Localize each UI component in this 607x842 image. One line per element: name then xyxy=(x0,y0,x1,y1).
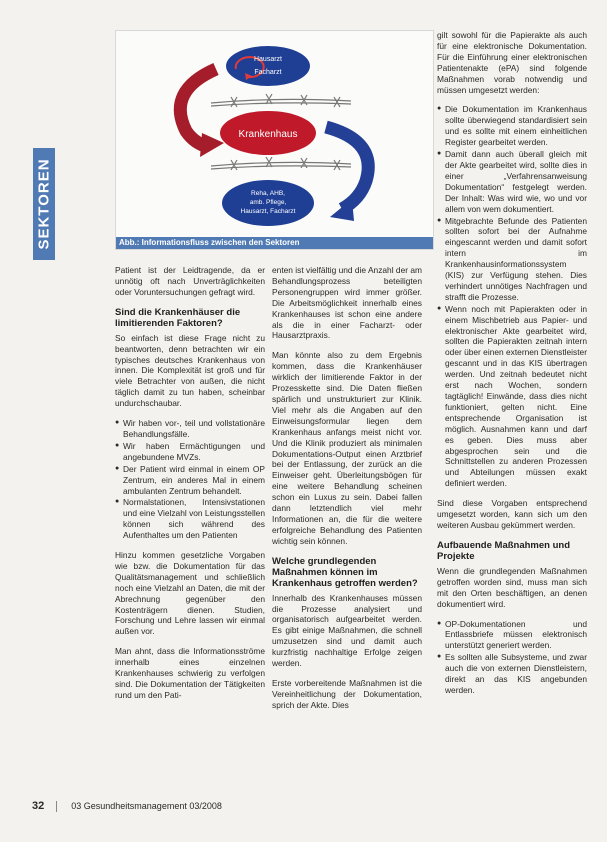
paragraph: Man ahnt, dass die Informationsströme innerhalb eines einzelnen Krankenhauses schwierig zu verfolgen sind. Die Dokumentation der Tätigkeiten rund um den Pati- xyxy=(115,646,265,700)
column-2 xyxy=(272,265,422,720)
paragraph: Hinzu kommen gesetzliche Vorgaben wie bzw. die Dokumentation für das Qualitätsmanagement und schließlich noch eine Vielzahl an Daten, die mit der Abrechnung gegenüber den Kostenträgern dienen. Studien, Forschung und Lehre lassen wir einmal außen vor. xyxy=(115,550,265,637)
bottom-oval-label-2: amb. Pflege, xyxy=(249,199,287,206)
flow-diagram xyxy=(116,31,433,237)
list-item: ● Es sollten alle Subsysteme, und zwar auch die von externen Dienstleistern, direkt an das KIS angebunden werden. xyxy=(437,652,587,696)
paragraph: So einfach ist diese Frage nicht zu beantworten, denn betrachten wir ein typisches deutsches Krankenhaus von innen. Die Komplexität ist groß und für viele Betrachter von außen, die nicht täglich damit zu tun haben, scheinbar undurchschaubar. xyxy=(115,332,265,409)
list-item: ● OP-Dokumentationen und Entlassbriefe müssen elektronisch unterstützt generiert werden. xyxy=(437,619,587,652)
paragraph: Erste vorbereitende Maßnahmen ist die Vereinheitlichung der Dokumentation, sprich der Akte. Dies xyxy=(272,678,422,710)
column-3 xyxy=(437,30,587,705)
section-tab xyxy=(33,148,55,260)
figure-caption: Abb.: Informationsfluss zwischen den Sektoren xyxy=(116,237,433,249)
bullet-list xyxy=(437,619,587,696)
paragraph: Wenn die grundlegenden Maßnahmen getroffen worden sind, muss man sich mit den Orten beschäftigen, an denen dokumentiert wird. xyxy=(437,565,587,609)
bottom-oval-label-3: Hausarzt, Facharzt xyxy=(240,208,296,215)
list-item: ● Wir haben Ermächtigungen und angebundene MVZs. xyxy=(115,441,265,463)
publication-name: 03 Gesundheitsmanagement 03/2008 xyxy=(71,801,222,811)
outflow-arrow xyxy=(326,127,368,209)
list-item: ● Die Dokumentation im Krankenhaus sollte überwiegend standardisiert sein und es sollte mit einem einheitlichen Register gearbeitet werden. xyxy=(437,104,587,148)
page-number: 32 xyxy=(32,800,45,812)
paragraph: Man könnte also zu dem Ergebnis kommen, dass die Krankenhäuser wirklich der limitierende Faktor in der Prozesskette sind. Die Daten fließen spärlich und unstrukturiert zur Klinik. Viel mehr als die Angaben auf den Einweisungsformular liegen dem Krankenhaus anfangs meist nicht vor. Und die Klinik produziert als minimalen Dokumentations-Output einen Arztbrief bei der Entlassung, der zurück an die Einweiser geht. Überleitungsbögen für eine weitere Behandlung scheinen schon ein Luxus zu sein. Dabei fallen dann letztendlich viel mehr Informationen an, die für die weitere erfolgreiche Behandlung des Patienten wichtig sein können. xyxy=(272,350,422,546)
section-heading: Aufbauende Maßnahmen und Projekte xyxy=(437,539,570,562)
list-item: ● Wir haben vor-, teil und vollstationäre Behandlungsfälle. xyxy=(115,418,265,440)
paragraph: Sind diese Vorgaben entsprechend umgesetzt worden, kann sich um den weiteren Ausbau gekümmert werden. xyxy=(437,498,587,530)
barbed-wire-top xyxy=(211,94,351,107)
paragraph: Patient ist der Leidtragende, da er unnötig oft nach Unverträglichkeiten oder Voruntersuchungen gefragt wird. xyxy=(115,265,265,297)
column-1 xyxy=(115,265,265,710)
section-heading: Welche grundlegenden Maßnahmen können im Krankenhaus getroffen werden? xyxy=(272,555,418,589)
list-item: ● Wenn noch mit Papierakten oder in einem Mischbetrieb aus Papier- und elektronischer Akte gearbeitet wird, sollten die Papierakten zeitnah intern oder über einen externen Dienstleister gescannt und in das KIS übertragen werden. Und zeitnah bedeutet nicht erst nach Wochen, sondern tagtäglich! Einwände, dass dies nicht funktioniert, gelten nicht. Eine entsprechende Organisation ist möglich. Ausnahmen kann und darf es geben. Dies muss aber abgesprochen sein und die Schnittstellen zu anderen Prozessen und Abteilungen müssen exakt definiert werden. xyxy=(437,304,587,489)
list-item: ● Mitgebrachte Befunde des Patienten sollten sofort bei der Aufnahme eingescannt werden und damit sofort intern im Krankenhausinformationssystem (KIS) zur Verfügung stehen. Dies verhindert unnötiges Nachfragen und strafft die Prozesse. xyxy=(437,216,587,303)
inflow-arrow xyxy=(180,69,216,147)
paragraph: gilt sowohl für die Papierakte als auch für eine elektronische Dokumentation. Für die Einführung einer elektronischen Patientenakte (ePA) sind folgende Maßnahmen vorab notwendig und müssen umgesetzt werden: xyxy=(437,30,587,95)
bullet-list xyxy=(115,418,265,541)
list-item: ● Der Patient wird einmal in einem OP Zentrum, ein anderes Mal in einem ambulanten Zentrum behandelt. xyxy=(115,464,265,497)
paragraph: enten ist vielfältig und die Anzahl der am Behandlungsprozess beteiligten Personengruppen wird immer größer. Die Arbeitsmöglichkeit innerhalb eines Krankenhauses ist schon eine andere als die in einer Facharzt- oder Hausarztpraxis. xyxy=(272,265,422,341)
list-item: ● Damit dann auch überall gleich mit der Akte gearbeitet wird, sollte dies in einer „Verfahrensanweisung Dokumentation“ festgelegt werden. Der Inhalt: Was wird wie, wo und vor allem von wem dokumentiert. xyxy=(437,149,587,214)
top-oval-label-1: Hausarzt xyxy=(253,56,283,63)
bullet-list xyxy=(437,104,587,489)
page-footer xyxy=(32,800,222,812)
list-item: ● Normalstationen, Intensivstationen und eine Vielzahl von Leistungsstellen können sich während des Aufenthaltes um den Patienten xyxy=(115,497,265,541)
hospital-label: Krankenhaus xyxy=(238,129,298,140)
information-flow-figure xyxy=(115,30,434,250)
primary-care-oval xyxy=(226,46,310,86)
section-heading: Sind die Krankenhäuser die limitierenden Faktoren? xyxy=(115,306,241,329)
barbed-wire-bottom xyxy=(211,157,351,170)
section-tab-label: SEKTOREN xyxy=(35,158,53,250)
paragraph: Innerhalb des Krankenhauses müssen die Prozesse analysiert und organisatorisch aufgearbeitet werden. Es gibt einige Maßnahmen, die schnell umzusetzen sind und damit auch kurzfristig nachhaltige Erfolge zeigen werden. xyxy=(272,592,422,669)
footer-divider xyxy=(56,801,57,812)
bottom-oval-label-1: Reha, AHB, xyxy=(251,190,285,197)
top-oval-label-2: Facharzt xyxy=(254,69,282,76)
